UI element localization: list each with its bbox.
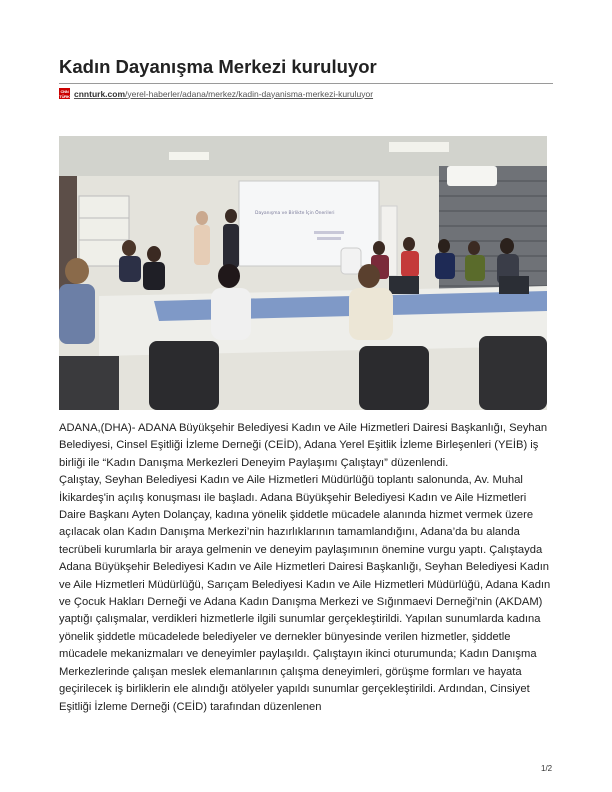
title-divider xyxy=(59,83,553,84)
page-title: Kadın Dayanışma Merkezi kuruluyor xyxy=(59,56,377,77)
logo-text-top: CNN xyxy=(60,88,69,94)
logo-text-bottom: TÜRK xyxy=(59,93,70,99)
page-number: 1/2 xyxy=(541,764,553,773)
cnn-turk-logo-icon xyxy=(59,88,70,99)
article-paragraph: Çalıştay, Seyhan Belediyesi Kadın ve Aile Hizmetleri Müdürlüğü toplantı salonunda, Av. Muhal İkikardeş'in açılış konuşması ile başladı. Adana Büyükşehir Belediyesi Kadın ve Aile Hizmetleri Daire Başkanı Ayten Dolançay, kadına yönelik şiddetle mücadele alanında hizmet vermek üzere açılacak olan Kadın Danışma Merkezi’nin hazırlıklarının tamamlandığını, Adana’da bu alanda tecrübeli kurumlarla bir araya gelmenin ve deneyim paylaşımının önemine vurgu yaptı. Çalıştayda Adana Büyükşehir Belediyesi Kadın ve Aile Hizmetleri Dairesi Başkanlığı, Seyhan Belediyesi Kadın ve Aile Hizmetleri Müdürlüğü, Sarıçam Belediyesi Kadın ve Aile Hizmetleri Müdürlüğü, Adana Kadın ve Çocuk Hakları Derneği ve Adana Kadın Danışma Merkezi ve Sığınmaevi Derneği'nin (AKDAM) yaptığı çalışmalar, verdikleri hizmetlerle ilgili sunumlar gerçekleştirildi. Yapılan sunumlarda kadına yönelik şiddetle mücadelede belediyeler ve dernekler bünyesinde verilen hizmetler, şiddetle mücadele mekanizmaları ve deneyimler paylaşıldı. Çalıştayın ikinci oturumunda; Kadın Danışma Merkezlerinde çalışan meslek elemanlarının çalışma deneyimleri, görüşme formları ve hayata geçirilecek iş birliklerin ele alındığı atölyeler yapıldı sunumlar gerçekleştirildi. Ardından, Cinsiyet Eşitliği İzleme Derneği (CEİD) tarafından düzenlenen xyxy=(59,474,551,713)
source-domain: cnnturk.com xyxy=(74,88,126,99)
source-path: /yerel-haberler/adana/merkez/kadin-dayanisma-merkezi-kuruluyor xyxy=(125,88,374,99)
article-photo xyxy=(59,136,547,410)
source-line xyxy=(59,88,373,99)
source-link[interactable] xyxy=(74,89,373,99)
projector-slide-title: Dayanışma ve Birlikte İçin Önerileri xyxy=(255,211,335,216)
article-paragraph: ADANA,(DHA)- ADANA Büyükşehir Belediyesi Kadın ve Aile Hizmetleri Dairesi Başkanlığı, Seyhan Belediyesi, Cinsel Eşitliği İzleme Derneği (CEİD), Adana Yerel Eşitlik İzleme Birleşenleri (YEİB) iş birliği ile “Kadın Danışma Merkezleri Deneyim Paylaşımı Çalıştayı” düzenlendi. xyxy=(59,422,548,469)
article-body xyxy=(59,420,551,716)
